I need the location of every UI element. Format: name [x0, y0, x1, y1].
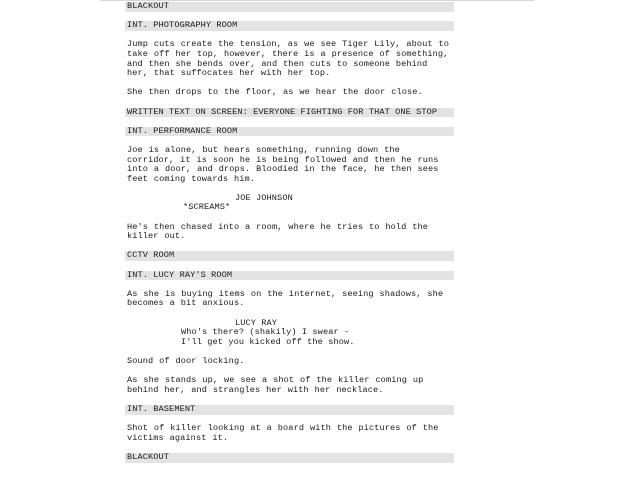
scene-heading-blackout: BLACKOUT [125, 2, 454, 12]
action-paragraph [127, 290, 452, 309]
action-line: Joe is alone, but hears something, running down the [127, 144, 400, 155]
dialogue-line: Who's there? (shakily) I swear - [181, 327, 350, 338]
action-line: Jump cuts create the tension, as we see Tiger Lily, about to [127, 39, 450, 50]
action-paragraph [127, 88, 452, 98]
action-line: and then she bends over, and then cuts to someone behind [127, 58, 428, 69]
scene-heading-blackout-end: BLACKOUT [125, 453, 454, 463]
scene-heading-basement: INT. BASEMENT [125, 405, 454, 415]
scene-heading-photography-room: INT. PHOTOGRAPHY ROOM [125, 21, 454, 31]
action-line: Sound of door locking. [127, 355, 245, 366]
page-top-edge [100, 0, 534, 1]
scene-heading-lucy-rays-room: INT. LUCY RAY'S ROOM [125, 271, 454, 281]
on-screen-text-heading: WRITTEN TEXT ON SCREEN: EVERYONE FIGHTING FOR THAT ONE STOP [125, 108, 454, 118]
action-line: As she is buying items on the internet, seeing shadows, she [127, 288, 444, 299]
dialogue-block [127, 328, 452, 347]
action-paragraph [127, 376, 452, 395]
action-line: He's then chased into a room, where he tries to hold the [127, 221, 428, 232]
screenplay-page [127, 2, 452, 463]
action-line: victims against it. [127, 432, 229, 443]
action-paragraph [127, 357, 452, 367]
action-line: killer out. [127, 231, 186, 242]
character-name-lucy-ray: LUCY RAY [235, 317, 278, 328]
parenthetical-screams: *SCREAMS* [183, 202, 231, 213]
character-name-joe-johnson: JOE JOHNSON [235, 192, 293, 203]
action-line: her, that suffocates her with her top. [127, 68, 331, 79]
scene-heading-performance-room: INT. PERFORMANCE ROOM [125, 127, 454, 137]
action-line: becomes a bit anxious. [127, 298, 245, 309]
action-line: into a door, and drops. Bloodied in the face, he then sees [127, 164, 439, 175]
action-line: behind her, and strangles her with her necklace. [127, 384, 384, 395]
action-line: take off her top, however, there is a presence of something, [127, 48, 449, 59]
action-paragraph [127, 146, 452, 184]
action-line: corridor, it is soon he is being followed and then he runs [127, 154, 439, 165]
action-paragraph [127, 424, 452, 443]
action-paragraph [127, 40, 452, 78]
action-line: As she stands up, we see a shot of the killer coming up [127, 375, 424, 386]
action-line: Shot of killer looking at a board with the pictures of the [127, 423, 439, 434]
action-paragraph [127, 223, 452, 242]
dialogue-line: I'll get you kicked off the show. [181, 336, 355, 347]
scene-heading-cctv-room: CCTV ROOM [125, 251, 454, 261]
action-line: feet coming towards him. [127, 173, 255, 184]
action-line: She then drops to the floor, as we hear the door close. [127, 87, 423, 98]
